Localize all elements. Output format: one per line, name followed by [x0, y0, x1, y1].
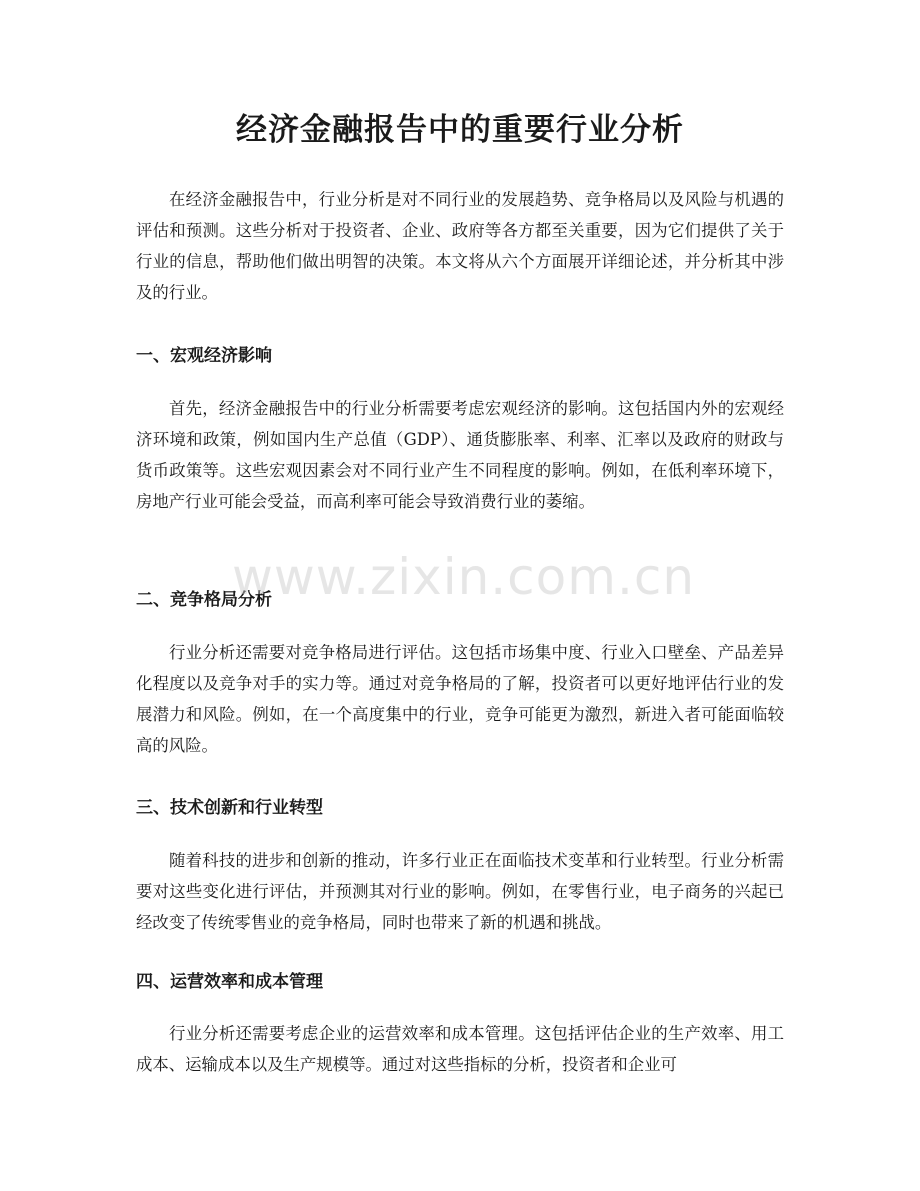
section-body-competition: 行业分析还需要对竞争格局进行评估。这包括市场集中度、行业入口壁垒、产品差异化程度以及竞争对手的实力等。通过对竞争格局的了解，投资者可以更好地评估行业的发展潜力和风险。例如，在一个高度集中的行业，竞争可能更为激烈，新进入者可能面临较高的风险。 — [136, 643, 784, 755]
section-body-operations: 行业分析还需要考虑企业的运营效率和成本管理。这包括评估企业的生产效率、用工成本、运输成本以及生产规模等。通过对这些指标的分析，投资者和企业可 — [136, 1024, 784, 1074]
section-heading-operations: 四、运营效率和成本管理 — [136, 972, 323, 992]
intro-paragraph: 在经济金融报告中，行业分析是对不同行业的发展趋势、竞争格局以及风险与机遇的评估和预测。这些分析对于投资者、企业、政府等各方都至关重要，因为它们提供了关于行业的信息，帮助他们做出明智的决策。本文将从六个方面展开详细论述，并分析其中涉及的行业。 — [136, 190, 784, 302]
section-heading-macro: 一、宏观经济影响 — [136, 346, 272, 366]
watermark: www.zixin.com.cn — [232, 548, 696, 606]
section-heading-technology: 三、技术创新和行业转型 — [136, 798, 323, 818]
section-body-technology: 随着科技的进步和创新的推动，许多行业正在面临技术变革和行业转型。行业分析需要对这些变化进行评估，并预测其对行业的影响。例如，在零售行业，电子商务的兴起已经改变了传统零售业的竞争格局，同时也带来了新的机遇和挑战。 — [136, 851, 784, 932]
section-body-macro: 首先，经济金融报告中的行业分析需要考虑宏观经济的影响。这包括国内外的宏观经济环境和政策，例如国内生产总值（GDP）、通货膨胀率、利率、汇率以及政府的财政与货币政策等。这些宏观因素会对不同行业产生不同程度的影响。例如，在低利率环境下，房地产行业可能会受益，而高利率可能会导致消费行业的萎缩。 — [136, 399, 784, 511]
section-heading-competition: 二、竞争格局分析 — [136, 590, 272, 610]
document-title: 经济金融报告中的重要行业分析 — [236, 112, 684, 148]
